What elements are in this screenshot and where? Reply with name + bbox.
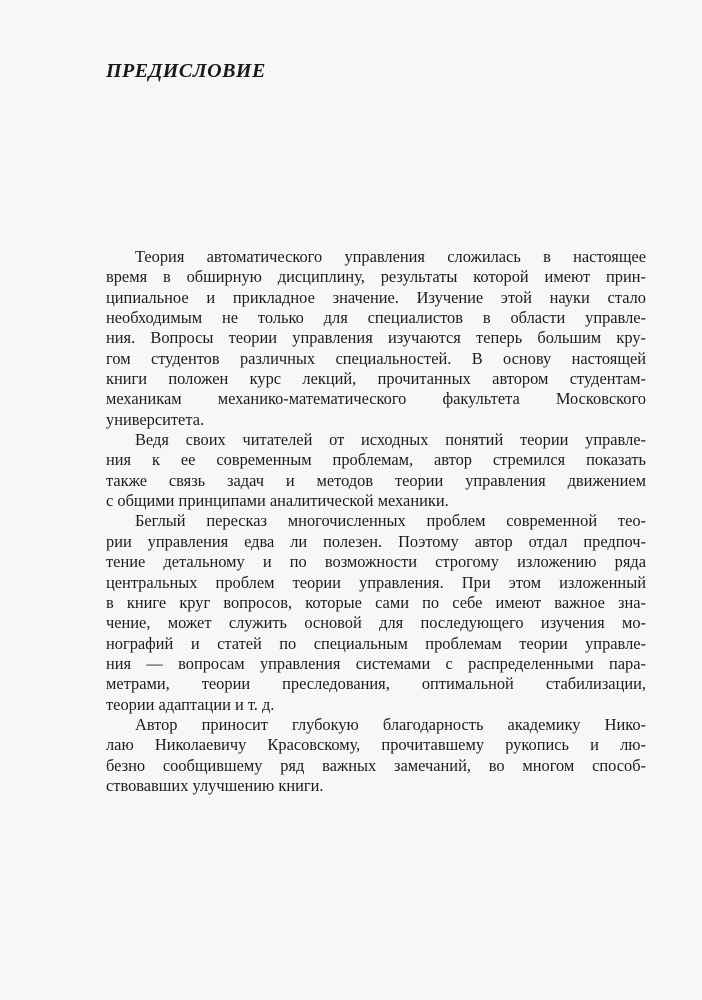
text-line: чение, может служить основой для последующего изучения мо-	[106, 613, 646, 633]
text-line: лаю Николаевичу Красовскому, прочитавшему рукопись и лю-	[106, 735, 646, 755]
text-line: книги положен курс лекций, прочитанных автором студентам-	[106, 369, 646, 389]
text-line: в книге круг вопросов, которые сами по себе имеют важное зна-	[106, 592, 646, 612]
text-line: ния. Вопросы теории управления изучаются теперь большим кру-	[106, 328, 646, 348]
text-line: Ведя своих читателей от исходных понятий теории управле-	[135, 430, 646, 450]
text-line: университета.	[106, 409, 205, 429]
text-line: метрами, теории преследования, оптимальной стабилизации,	[106, 674, 646, 694]
text-line: тение детальному и по возможности строгому изложению ряда	[106, 552, 646, 572]
page-title: ПРЕДИСЛОВИЕ	[106, 60, 266, 82]
text-line: ствовавших улучшению книги.	[106, 775, 324, 795]
paragraph	[106, 511, 646, 714]
text-line: рии управления едва ли полезен. Поэтому автор отдал предпоч-	[106, 531, 646, 551]
text-line: механикам механико-математического факультета Московского	[106, 389, 646, 409]
text-line: гом студентов различных специальностей. В основу настоящей	[106, 348, 646, 368]
text-line: также связь задач и методов теории управления движением	[106, 470, 646, 490]
text-line: с общими принципами аналитической механики.	[106, 491, 449, 511]
text-line: ния — вопросам управления системами с распределенными пара-	[106, 653, 646, 673]
paragraph	[106, 430, 646, 511]
paragraph	[106, 715, 646, 796]
text-line: теории адаптации и т. д.	[106, 694, 275, 714]
text-line: нографий и статей по специальным проблемам теории управле-	[106, 633, 646, 653]
paragraph	[106, 247, 646, 430]
text-line: время в обширную дисциплину, результаты которой имеют прин-	[106, 267, 646, 287]
preface-text	[106, 247, 646, 796]
text-line: Беглый пересказ многочисленных проблем современной тео-	[135, 511, 646, 531]
text-line: безно сообщившему ряд важных замечаний, во многом способ-	[106, 755, 646, 775]
text-line: ния к ее современным проблемам, автор стремился показать	[106, 450, 646, 470]
text-line: центральных проблем теории управления. При этом изложенный	[106, 572, 646, 592]
text-line: Теория автоматического управления сложилась в настоящее	[135, 247, 646, 266]
text-line: Автор приносит глубокую благодарность академику Нико-	[135, 714, 646, 734]
text-line: ципиальное и прикладное значение. Изучение этой науки стало	[106, 287, 646, 307]
text-line: необходимым не только для специалистов в области управле-	[106, 308, 646, 328]
